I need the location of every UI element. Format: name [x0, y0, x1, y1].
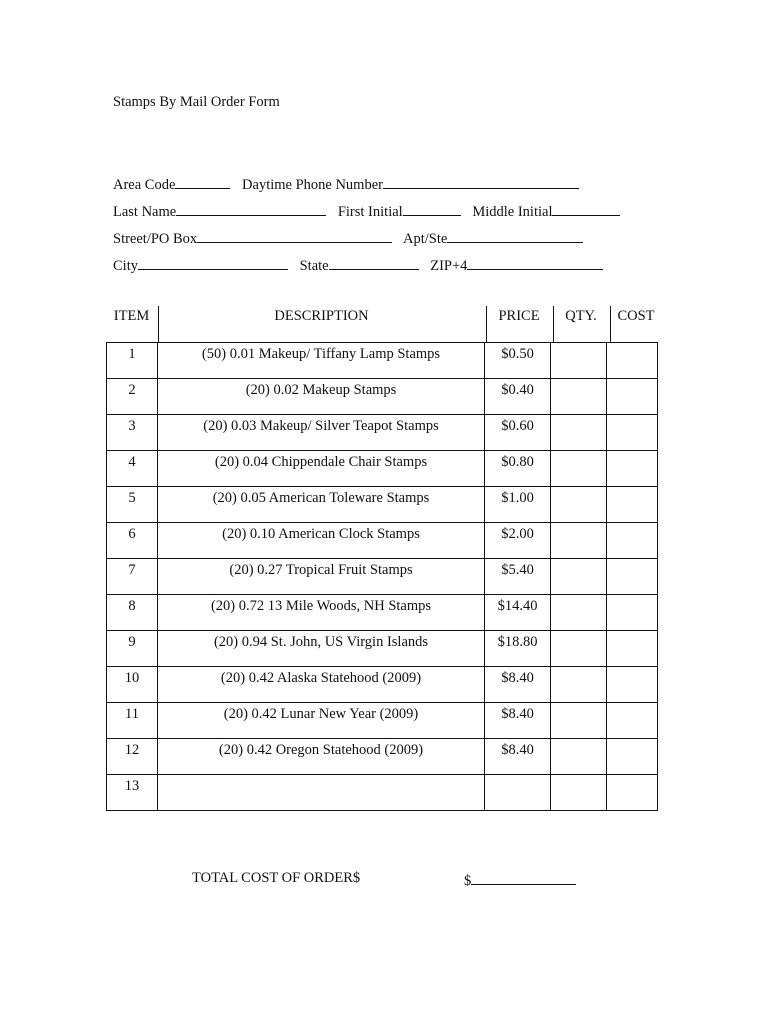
item-qty-cell[interactable] — [551, 631, 607, 667]
item-description-cell — [158, 703, 485, 739]
item-price-cell — [485, 559, 551, 595]
header-cost: COST — [617, 308, 655, 324]
item-number-cell — [107, 667, 158, 703]
item-qty — [551, 631, 606, 634]
daytime-phone-field[interactable] — [383, 174, 579, 189]
header-divider — [553, 306, 554, 343]
item-number-cell — [107, 487, 158, 523]
item-number-cell — [107, 343, 158, 379]
item-number: 5 — [128, 490, 136, 506]
item-price-cell — [485, 703, 551, 739]
city-label: City — [113, 258, 138, 274]
table-row — [107, 487, 658, 523]
item-price: $0.80 — [501, 454, 534, 470]
item-description-cell — [158, 559, 485, 595]
item-qty — [551, 523, 606, 526]
item-cost — [607, 379, 657, 382]
item-number-cell — [107, 703, 158, 739]
area-code-field[interactable] — [175, 174, 230, 189]
item-number: 13 — [124, 778, 140, 794]
daytime-phone-label: Daytime Phone Number — [242, 177, 383, 193]
header-item: ITEM — [113, 308, 150, 324]
street-field[interactable] — [197, 228, 392, 243]
item-number-cell — [107, 451, 158, 487]
item-description: (20) 0.72 13 Mile Woods, NH Stamps — [210, 598, 432, 614]
item-price: $14.40 — [497, 598, 538, 614]
item-description-cell — [158, 415, 485, 451]
item-number-cell — [107, 631, 158, 667]
item-qty — [551, 559, 606, 562]
item-number-cell — [107, 379, 158, 415]
item-cost-cell[interactable] — [607, 451, 658, 487]
item-number: 1 — [128, 346, 136, 362]
item-price: $8.40 — [501, 742, 534, 758]
item-price: $8.40 — [501, 670, 534, 686]
table-row — [107, 415, 658, 451]
item-description: (20) 0.94 St. John, US Virgin Islands — [213, 634, 429, 650]
item-cost-cell[interactable] — [607, 523, 658, 559]
apt-label: Apt/Ste — [403, 231, 448, 247]
last-name-field[interactable] — [176, 201, 326, 216]
item-cost-cell[interactable] — [607, 631, 658, 667]
item-price-cell — [485, 343, 551, 379]
table-row — [107, 775, 658, 811]
header-qty: QTY. — [565, 308, 597, 324]
item-qty-cell[interactable] — [551, 667, 607, 703]
item-price: $0.40 — [501, 382, 534, 398]
street-label: Street/PO Box — [113, 231, 198, 247]
item-cost-cell[interactable] — [607, 739, 658, 775]
total-label: TOTAL COST OF ORDER$ — [192, 870, 361, 886]
header-price: PRICE — [498, 308, 540, 324]
item-description-cell — [158, 595, 485, 631]
area-code-label: Area Code — [113, 177, 176, 193]
item-qty-cell[interactable] — [551, 523, 607, 559]
table-row — [107, 379, 658, 415]
item-cost — [607, 775, 657, 778]
item-number: 2 — [128, 382, 136, 398]
form-title: Stamps By Mail Order Form — [113, 94, 280, 110]
item-price-cell — [485, 523, 551, 559]
header-divider — [486, 306, 487, 343]
item-price-cell — [485, 739, 551, 775]
item-description-cell — [158, 379, 485, 415]
item-price: $0.60 — [501, 418, 534, 434]
item-description: (20) 0.02 Makeup Stamps — [245, 382, 397, 398]
middle-initial-label: Middle Initial — [472, 204, 553, 220]
item-cost — [607, 667, 657, 670]
item-description-cell — [158, 739, 485, 775]
item-cost — [607, 523, 657, 526]
item-qty-cell[interactable] — [551, 739, 607, 775]
item-price — [485, 775, 550, 778]
item-qty-cell[interactable] — [551, 451, 607, 487]
item-cost — [607, 739, 657, 742]
item-description: (20) 0.27 Tropical Fruit Stamps — [229, 562, 413, 578]
item-price: $1.00 — [501, 490, 534, 506]
item-description: (20) 0.42 Lunar New Year (2009) — [223, 706, 419, 722]
item-qty — [551, 379, 606, 382]
item-price-cell — [485, 451, 551, 487]
item-cost — [607, 595, 657, 598]
table-row — [107, 451, 658, 487]
apt-field[interactable] — [447, 228, 583, 243]
item-number: 9 — [128, 634, 136, 650]
item-number: 4 — [128, 454, 136, 470]
item-number: 10 — [124, 670, 140, 686]
item-description: (50) 0.01 Makeup/ Tiffany Lamp Stamps — [201, 346, 441, 362]
state-label: State — [299, 258, 329, 274]
item-cost — [607, 343, 657, 346]
item-description-cell — [158, 487, 485, 523]
item-cost — [607, 487, 657, 490]
item-number: 7 — [128, 562, 136, 578]
item-number: 6 — [128, 526, 136, 542]
item-cost-cell[interactable] — [607, 595, 658, 631]
item-qty — [551, 415, 606, 418]
item-cost — [607, 559, 657, 562]
table-row — [107, 667, 658, 703]
item-qty-cell[interactable] — [551, 343, 607, 379]
item-number: 8 — [128, 598, 136, 614]
item-price-cell — [485, 775, 551, 811]
item-price-cell — [485, 487, 551, 523]
zip-field[interactable] — [467, 255, 603, 270]
item-number-cell — [107, 739, 158, 775]
item-description: (20) 0.42 Oregon Statehood (2009) — [218, 742, 424, 758]
first-initial-label: First Initial — [337, 204, 403, 220]
header-divider — [610, 306, 611, 343]
table-row — [107, 595, 658, 631]
item-description: (20) 0.42 Alaska Statehood (2009) — [220, 670, 422, 686]
item-price-cell — [485, 667, 551, 703]
first-initial-field[interactable] — [403, 201, 461, 216]
item-cost-cell[interactable] — [607, 343, 658, 379]
item-qty-cell[interactable] — [551, 703, 607, 739]
item-qty — [551, 343, 606, 346]
item-qty-cell[interactable] — [551, 775, 607, 811]
item-cost-cell[interactable] — [607, 379, 658, 415]
item-cost-cell[interactable] — [607, 775, 658, 811]
total-currency: $ — [464, 873, 472, 889]
item-number-cell — [107, 415, 158, 451]
item-price: $2.00 — [501, 526, 534, 542]
item-cost-cell[interactable] — [607, 703, 658, 739]
item-qty-cell[interactable] — [551, 559, 607, 595]
item-number-cell — [107, 595, 158, 631]
item-number: 11 — [125, 706, 139, 722]
item-qty — [551, 667, 606, 670]
header-description: DESCRIPTION — [274, 308, 369, 324]
city-line — [113, 255, 611, 275]
header-divider — [158, 306, 159, 343]
item-description: (20) 0.04 Chippendale Chair Stamps — [214, 454, 428, 470]
item-qty-cell[interactable] — [551, 487, 607, 523]
table-row — [107, 703, 658, 739]
item-description: (20) 0.05 American Toleware Stamps — [212, 490, 430, 506]
item-description: (20) 0.03 Makeup/ Silver Teapot Stamps — [203, 418, 439, 434]
item-price: $8.40 — [501, 706, 534, 722]
item-cost — [607, 415, 657, 418]
item-description: (20) 0.10 American Clock Stamps — [222, 526, 420, 542]
table-row — [107, 559, 658, 595]
item-qty — [551, 487, 606, 490]
item-description-cell — [158, 775, 485, 811]
table-row — [107, 523, 658, 559]
item-cost — [607, 451, 657, 454]
item-qty-cell[interactable] — [551, 415, 607, 451]
item-number-cell — [107, 559, 158, 595]
zip-label: ZIP+4 — [430, 258, 468, 274]
item-price: $5.40 — [501, 562, 534, 578]
order-table — [106, 342, 658, 811]
state-field[interactable] — [329, 255, 419, 270]
item-qty — [551, 775, 606, 778]
item-price-cell — [485, 415, 551, 451]
item-price-cell — [485, 631, 551, 667]
item-description-cell — [158, 667, 485, 703]
item-qty — [551, 703, 606, 706]
item-description-cell — [158, 631, 485, 667]
item-description-cell — [158, 451, 485, 487]
item-qty-cell[interactable] — [551, 595, 607, 631]
item-number: 12 — [124, 742, 140, 758]
item-price: $18.80 — [497, 634, 538, 650]
middle-initial-field[interactable] — [552, 201, 620, 216]
item-number-cell — [107, 775, 158, 811]
item-cost-cell[interactable] — [607, 415, 658, 451]
item-cost — [607, 703, 657, 706]
street-line — [113, 228, 591, 248]
phone-line — [113, 174, 587, 194]
total-amount — [464, 870, 576, 890]
item-price: $0.50 — [501, 346, 534, 362]
total-amount-field[interactable] — [471, 870, 576, 885]
name-line — [113, 201, 628, 221]
item-description-cell — [158, 523, 485, 559]
item-qty — [551, 595, 606, 598]
table-row — [107, 343, 658, 379]
item-qty — [551, 451, 606, 454]
item-price-cell — [485, 379, 551, 415]
table-row — [107, 739, 658, 775]
item-description-cell — [158, 343, 485, 379]
item-price-cell — [485, 595, 551, 631]
city-field[interactable] — [138, 255, 288, 270]
item-cost-cell[interactable] — [607, 667, 658, 703]
item-qty — [551, 739, 606, 742]
item-number: 3 — [128, 418, 136, 434]
last-name-label: Last Name — [113, 204, 177, 220]
item-qty-cell[interactable] — [551, 379, 607, 415]
item-cost-cell[interactable] — [607, 487, 658, 523]
item-cost — [607, 631, 657, 634]
table-row — [107, 631, 658, 667]
item-description — [158, 775, 484, 778]
item-cost-cell[interactable] — [607, 559, 658, 595]
item-number-cell — [107, 523, 158, 559]
